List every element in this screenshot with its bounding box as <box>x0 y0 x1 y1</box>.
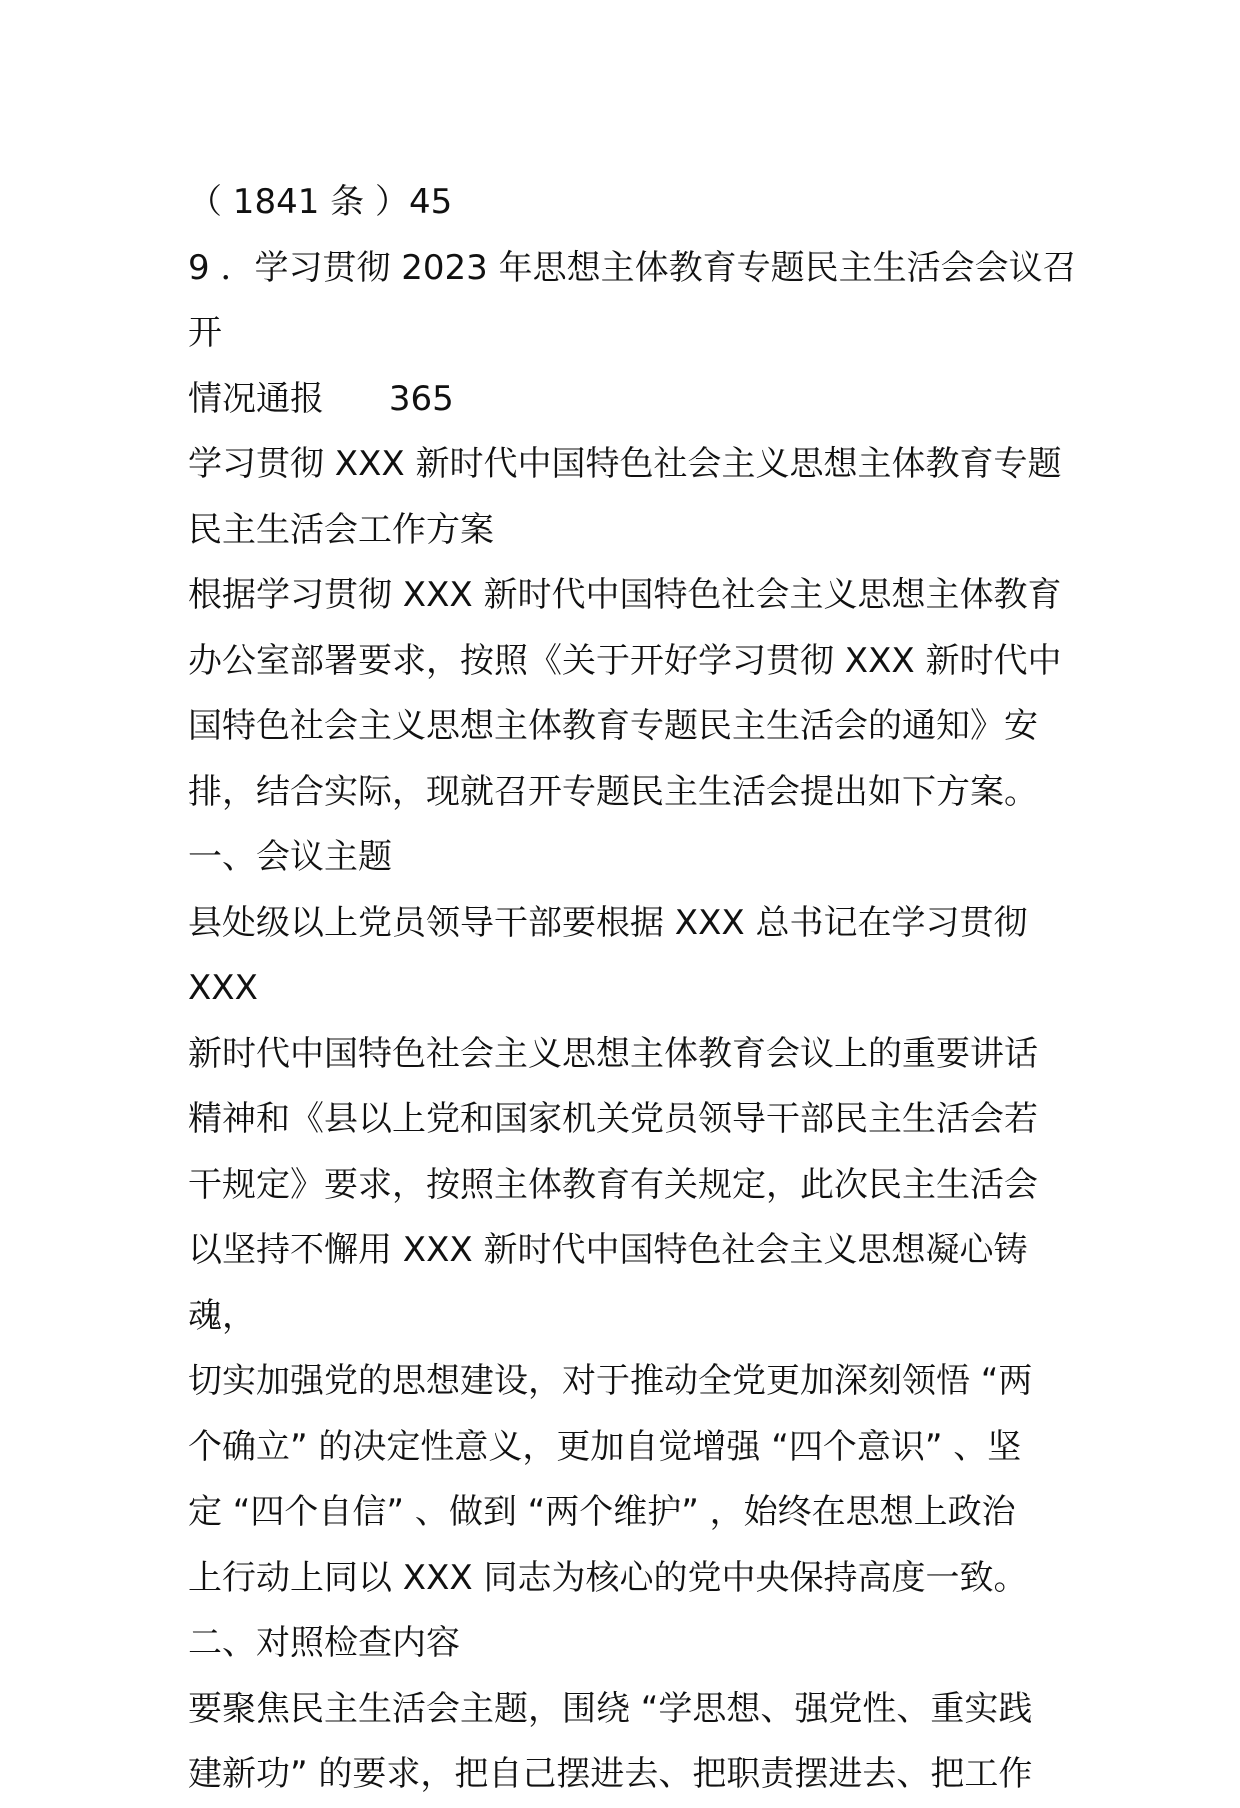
toc-entry-9-continued: 情况通报 365 <box>188 378 454 419</box>
paragraph-line: 干规定》要求，按照主体教育有关规定，此次民主生活会 <box>188 1164 1038 1205</box>
paragraph-line: 精神和《县以上党和国家机关党员领导干部民主生活会若 <box>188 1099 1038 1139</box>
paragraph-line: 切实加强党的思想建设，对于推动全党更加深刻领悟 “两 <box>188 1361 1033 1401</box>
toc-entry-9: 9 ．学习贯彻 2023 年思想主体教育专题民主生活会会议召开 <box>188 247 1077 353</box>
paragraph-line: 国特色社会主义思想主体教育专题民主生活会的通知》安 <box>188 706 1038 746</box>
toc-entry-count: （ 1841 条 ）45 <box>188 182 453 222</box>
paragraph-line: 以坚持不懈用 XXX 新时代中国特色社会主义思想凝心铸魂， <box>188 1230 1028 1336</box>
section-heading-1: 一、会议主题 <box>188 837 392 877</box>
paragraph-line: 县处级以上党员领导干部要根据 XXX 总书记在学习贯彻 XXX <box>188 902 1039 1008</box>
paragraph-line: 新时代中国特色社会主义思想主体教育会议上的重要讲话 <box>188 1033 1038 1074</box>
paragraph-line: 上行动上同以 XXX 同志为核心的党中央保持高度一致。 <box>188 1557 1028 1598</box>
document-title-line-2: 民主生活会工作方案 <box>188 509 494 550</box>
paragraph-line: 定 “四个自信” 、做到 “两个维护” ，始终在思想上政治 <box>188 1492 1016 1532</box>
document-body <box>188 170 1088 1808</box>
paragraph-line: 个确立” 的决定性意义，更加自觉增强 “四个意识” 、坚 <box>188 1426 1022 1467</box>
paragraph-line: 要聚焦民主生活会主题，围绕 “学思想、强党性、重实践 <box>188 1688 1033 1729</box>
section-heading-2: 二、对照检查内容 <box>188 1623 460 1663</box>
paragraph-line: 办公室部署要求，按照《关于开好学习贯彻 XXX 新时代中 <box>188 640 1062 681</box>
paragraph-line: 排，结合实际，现就召开专题民主生活会提出如下方案。 <box>188 771 1038 812</box>
paragraph-line: 建新功” 的要求，把自己摆进去、把职责摆进去、把工作 <box>188 1754 1033 1794</box>
paragraph-line: 根据学习贯彻 XXX 新时代中国特色社会主义思想主体教育 <box>188 575 1062 615</box>
document-title-line-1: 学习贯彻 XXX 新时代中国特色社会主义思想主体教育专题 <box>188 444 1062 484</box>
